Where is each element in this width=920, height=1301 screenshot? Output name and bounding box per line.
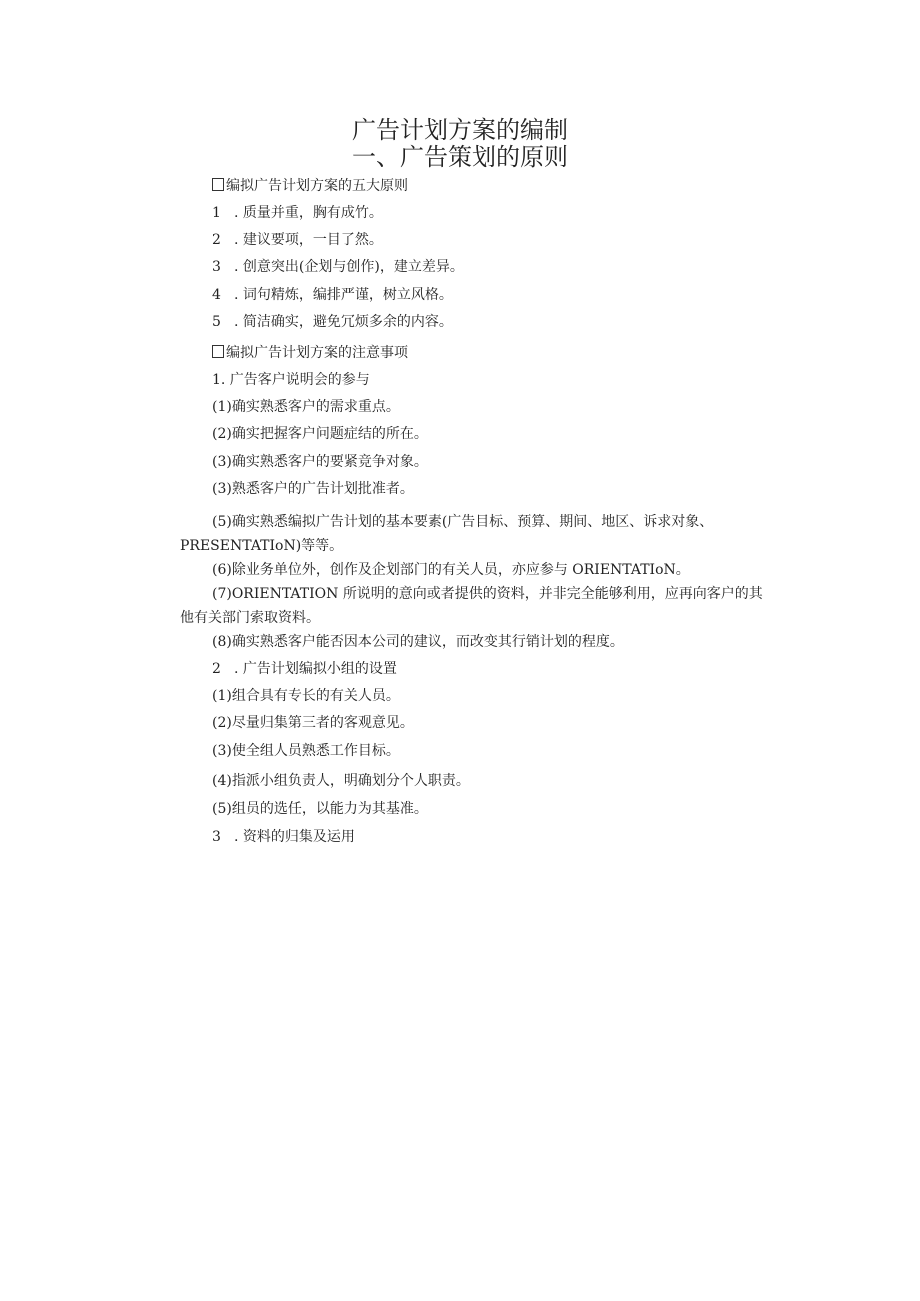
paragraph: (5)确实熟悉编拟广告计划的基本要素(广告目标、预算、期间、地区、诉求对象、PRESENTATIoN)等等。	[180, 514, 714, 554]
principle-item	[212, 257, 464, 277]
list-item: (3)确实熟悉客户的要紧竞争对象。	[212, 454, 428, 470]
principle-item	[212, 230, 383, 250]
item-number: 2	[212, 232, 221, 248]
paragraph: (6)除业务单位外，创作及企划部门的有关人员，亦应参与 ORIENTATIoN。	[212, 562, 690, 578]
subsection-heading-text: . 广告计划编拟小组的设置	[234, 661, 397, 677]
principle-item	[212, 285, 453, 305]
paragraph: (8)确实熟悉客户能否因本公司的建议，而改变其行销计划的程度。	[212, 634, 624, 650]
checkbox-square-icon	[212, 178, 224, 191]
item-text: . 质量并重，胸有成竹。	[234, 205, 383, 221]
list-item: (5)组员的选任，以能力为其基准。	[212, 801, 428, 817]
item-text: . 建议要项，一目了然。	[234, 232, 383, 248]
paragraph: (7)ORIENTATION 所说明的意向或者提供的资料，并非完全能够利用，应再向客户的其他有关部门索取资料。	[180, 586, 763, 626]
list-item: (1)确实熟悉客户的需求重点。	[212, 399, 400, 415]
item-text: . 简洁确实，避免冗烦多余的内容。	[234, 314, 453, 330]
subsection-heading	[212, 659, 397, 679]
list-item: (1)组合具有专长的有关人员。	[212, 688, 400, 704]
item-number: 4	[212, 287, 221, 303]
list-item: (2)确实把握客户问题症结的所在。	[212, 426, 428, 442]
document-title: 广告计划方案的编制	[352, 116, 568, 144]
list-item: (3)使全组人员熟悉工作目标。	[212, 743, 400, 759]
item-number: 3	[212, 259, 221, 275]
subsection-heading: 1. 广告客户说明会的参与	[212, 372, 370, 388]
principle-item	[212, 203, 383, 223]
subsection-heading	[212, 827, 355, 847]
item-number: 1	[212, 205, 221, 221]
item-text: . 创意突出(企划与创作)，建立差异。	[234, 259, 464, 275]
item-number: 2	[212, 661, 221, 677]
section2-heading-text: 编拟广告计划方案的注意事项	[226, 345, 408, 361]
section1-heading	[212, 176, 408, 196]
section-title: 一、广告策划的原则	[352, 143, 568, 171]
item-number: 3	[212, 829, 221, 845]
section2-heading	[212, 343, 408, 363]
checkbox-square-icon	[212, 345, 224, 358]
principle-item	[212, 312, 453, 332]
item-number: 5	[212, 314, 221, 330]
item-text: . 词句精炼，编排严谨，树立风格。	[234, 287, 453, 303]
list-item: (2)尽量归集第三者的客观意见。	[212, 715, 414, 731]
list-item: (4)指派小组负责人，明确划分个人职责。	[212, 773, 470, 789]
section1-heading-text: 编拟广告计划方案的五大原则	[226, 178, 408, 194]
list-item: (3)熟悉客户的广告计划批准者。	[212, 481, 414, 497]
subsection-heading-text: . 资料的归集及运用	[234, 829, 355, 845]
